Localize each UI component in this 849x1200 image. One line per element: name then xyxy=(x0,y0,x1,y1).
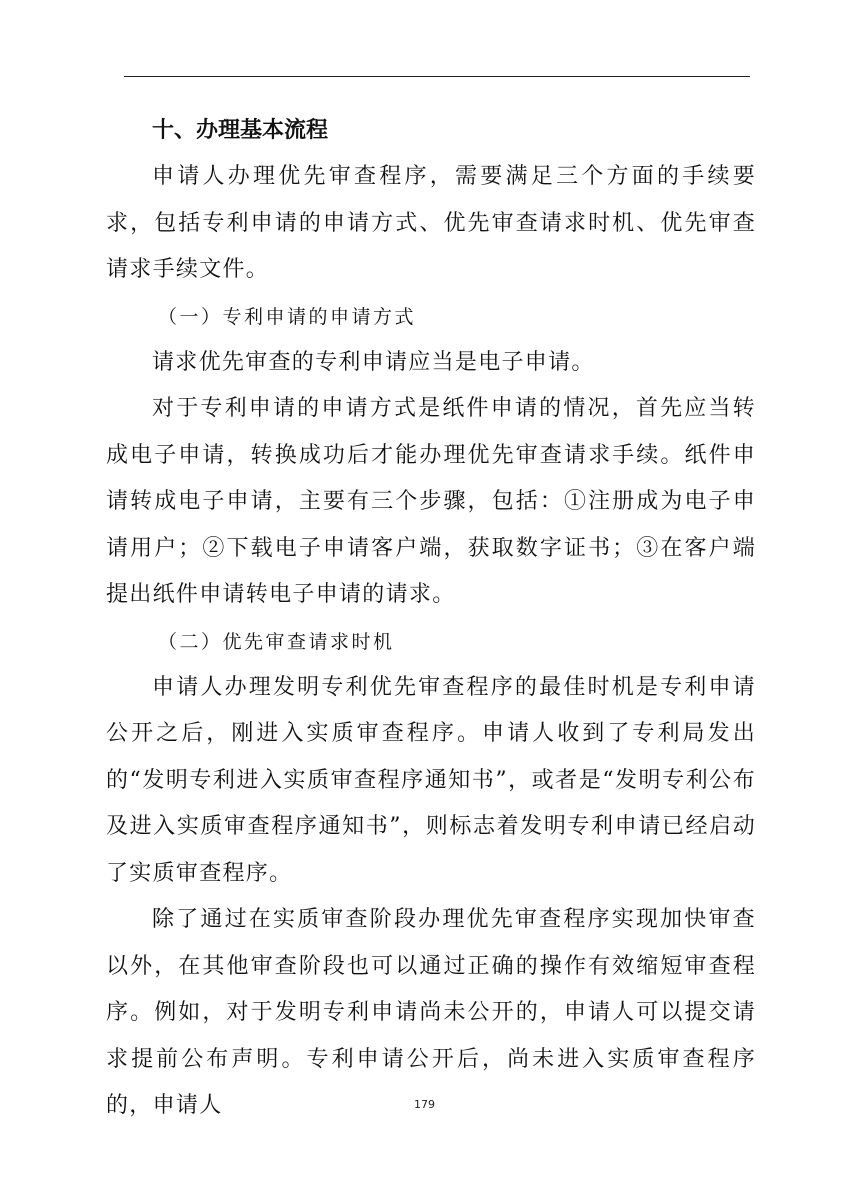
paragraph-electronic-requirement: 请求优先审查的专利申请应当是电子申请。 xyxy=(152,349,595,375)
page-number: 179 xyxy=(414,1098,435,1111)
paragraph-paper-conversion: 对于专利申请的申请方式是纸件申请的情况，首先应当转成电子申请，转换成功后才能办理优先审查请求手续。纸件申请转成电子申请，主要有三个步骤，包括：①注册成为电子申请用户；②下载电子申请客户端，获取数字证书；③在客户端提出纸件申请转电子申请的请求。 xyxy=(106,396,756,607)
paragraph-other-stages: 除了通过在实质审查阶段办理优先审查程序实现加快审查以外，在其他审查阶段也可以通过正确的操作有效缩短审查程序。例如，对于发明专利申请尚未公开的，申请人可以提交请求提前公布声明。专利申请公开后，尚未进入实质审查程序的，申请人 xyxy=(106,907,756,1118)
subheading-request-timing: （二）优先审查请求时机 xyxy=(158,630,395,653)
header-rule xyxy=(124,76,750,77)
paragraph-intro: 申请人办理优先审查程序，需要满足三个方面的手续要求，包括专利申请的申请方式、优先审查请求时机、优先审查请求手续文件。 xyxy=(106,164,756,282)
section-heading: 十、办理基本流程 xyxy=(152,118,329,143)
page-content xyxy=(106,108,756,1130)
subheading-application-method: （一）专利申请的申请方式 xyxy=(158,305,417,328)
paragraph-best-timing: 申请人办理发明专利优先审查程序的最佳时机是专利申请公开之后，刚进入实质审查程序。申请人收到了专利局发出的“发明专利进入实质审查程序通知书”，或者是“发明专利公布及进入实质审查程序通知书”，则标志着发明专利申请已经启动了实质审查程序。 xyxy=(106,674,756,886)
